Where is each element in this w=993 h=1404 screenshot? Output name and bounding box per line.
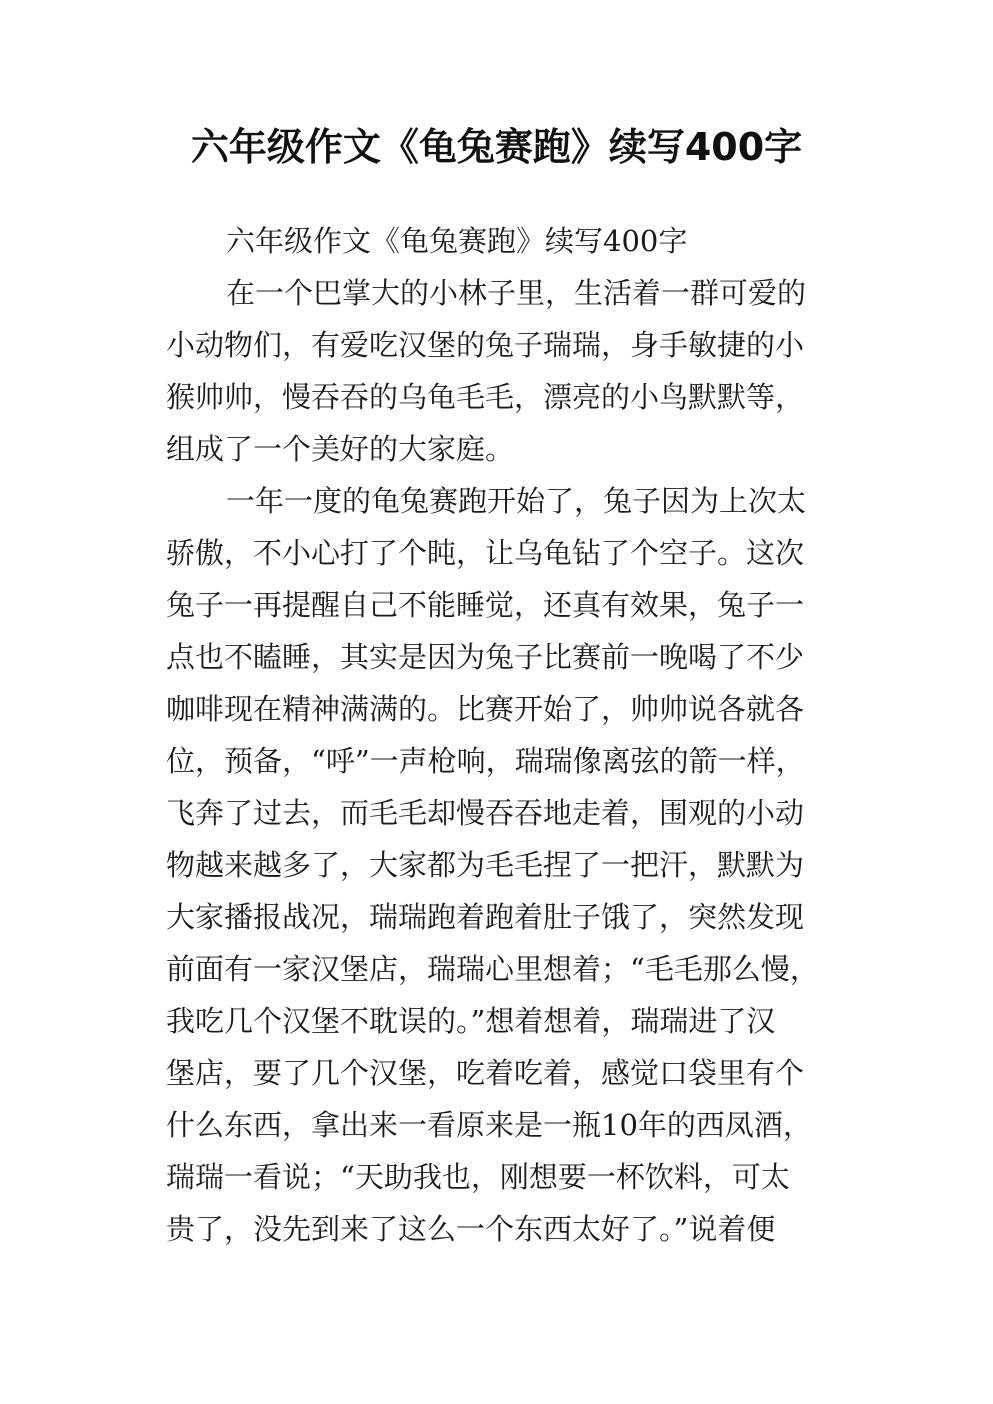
text-line: 什么东西，拿出来一看原来是一瓶10年的西凤酒， [166, 1108, 812, 1142]
text-line: 堡店，要了几个汉堡，吃着吃着，感觉口袋里有个 [166, 1056, 805, 1090]
text-line: 组成了一个美好的大家庭。 [166, 432, 515, 466]
text-line: 前面有一家汉堡店，瑞瑞心里想着；“毛毛那么慢， [166, 952, 819, 986]
document-body [166, 215, 846, 1255]
text-line: 大家播报战况，瑞瑞跑着跑着肚子饿了，突然发现 [166, 900, 805, 934]
text-line: 咖啡现在精神满满的。比赛开始了，帅帅说各就各 [166, 692, 805, 726]
document-title: 六年级作文《龟兔赛跑》续写400字 [190, 125, 803, 169]
text-line: 位，预备，“呼”一声枪响，瑞瑞像离弦的箭一样， [166, 744, 805, 778]
text-line: 物越来越多了，大家都为毛毛捏了一把汗，默默为 [166, 848, 805, 882]
text-line: 骄傲，不小心打了个盹，让乌龟钻了个空子。这次 [166, 536, 805, 570]
text-line: 兔子一再提醒自己不能睡觉，还真有效果，兔子一 [166, 588, 805, 622]
text-line: 在一个巴掌大的小林子里，生活着一群可爱的 [226, 276, 807, 310]
text-line: 小动物们，有爱吃汉堡的兔子瑞瑞，身手敏捷的小 [166, 328, 805, 362]
text-line: 猴帅帅，慢吞吞的乌龟毛毛，漂亮的小鸟默默等， [166, 380, 805, 414]
text-line: 瑞瑞一看说；“天助我也，刚想要一杯饮料，可太 [166, 1160, 790, 1194]
text-line: 飞奔了过去，而毛毛却慢吞吞地走着，围观的小动 [166, 796, 805, 830]
text-line: 我吃几个汉堡不耽误的。”想着想着，瑞瑞进了汉 [166, 1004, 776, 1038]
text-line: 贵了，没先到来了这么一个东西太好了。”说着便 [166, 1212, 776, 1246]
text-line: 点也不瞌睡，其实是因为兔子比赛前一晚喝了不少 [166, 640, 805, 674]
text-line: 一年一度的龟兔赛跑开始了，兔子因为上次太 [226, 484, 807, 518]
text-line: 六年级作文《龟兔赛跑》续写400字 [226, 224, 688, 258]
